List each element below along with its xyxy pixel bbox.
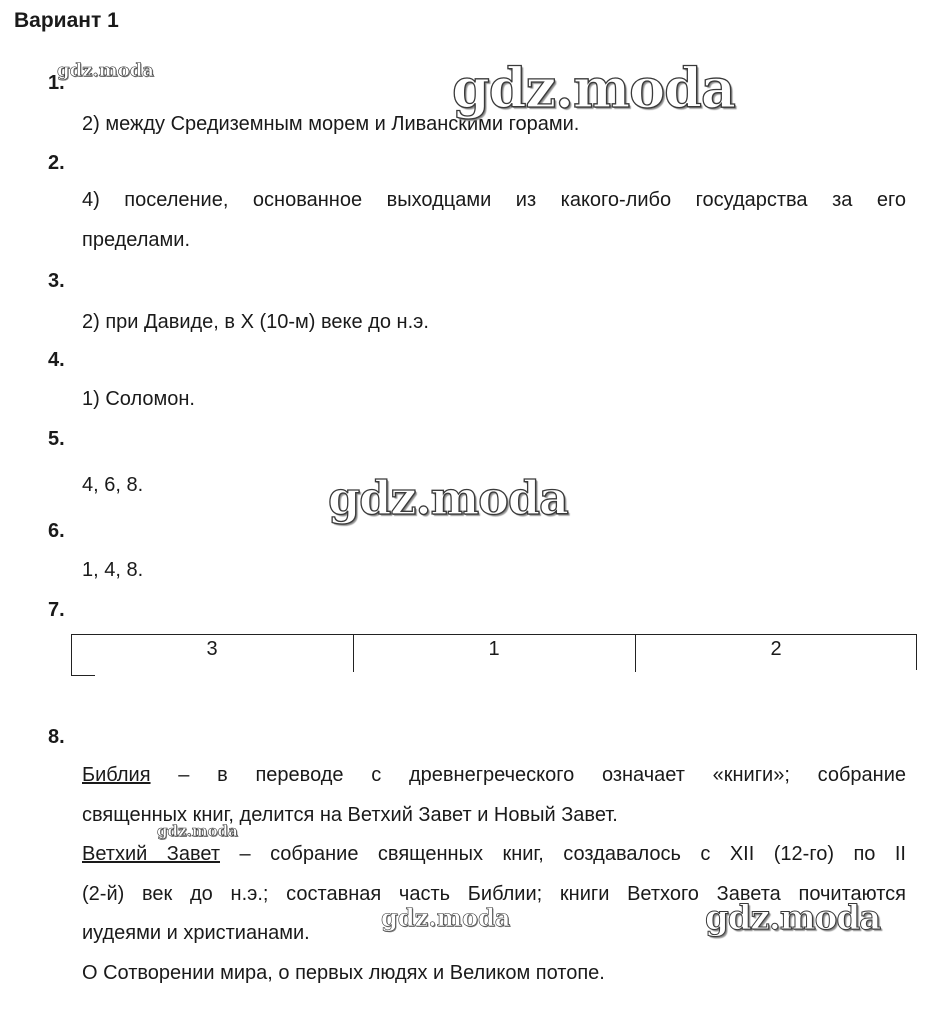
watermark-logo: gdz.moda [381,903,511,932]
answer-2-line-1: 4) поселение, основанное выходцами из какого-либо государства за его [82,189,906,211]
table-cell-3: 2 [770,638,782,660]
old-testament-line-3: иудеями и христианами. [82,922,310,944]
bible-definition-text: – в переводе с древнегреческого означает «книги»; собрание [150,764,906,786]
watermark-logo: gdz.moda [157,822,238,840]
watermark-logo: gdz.moda [452,56,735,120]
question-number-8: 8. [48,726,65,748]
watermark-logo: gdz.moda [328,471,568,525]
question-number-2: 2. [48,152,65,174]
answer-5: 4, 6, 8. [82,474,144,496]
answer-4: 1) Соломон. [82,388,195,410]
old-testament-line-2: (2-й) век до н.э.; составная часть Библии; книги Ветхого Завета почитаются [82,882,906,905]
bible-definition-line-1 [82,756,906,796]
final-answer: О Сотворении мира, о первых людях и Великом потопе. [82,961,605,984]
question-number-4: 4. [48,349,65,371]
table-top-border [71,634,917,635]
watermark-logo: gdz.moda [705,898,881,938]
answer-8 [82,756,906,993]
table-cell-2: 1 [488,638,500,660]
table-cell-1: 3 [206,638,218,660]
bible-definition-line-2: священных книг, делится на Ветхий Завет и Новый Завет. [82,803,618,826]
answer-7-table [71,634,917,676]
answer-3: 2) при Давиде, в X (10-м) веке до н.э. [82,311,429,333]
answer-6: 1, 4, 8. [82,559,144,581]
question-number-7: 7. [48,599,65,621]
question-number-3: 3. [48,270,65,292]
question-number-1: 1. [48,72,65,94]
bible-term: Библия [82,764,151,786]
question-number-5: 5. [48,428,65,450]
old-testament-line-1 [82,835,906,875]
table-bottom-stub [71,675,95,676]
watermark-logo: gdz.moda [57,60,154,81]
answer-2 [82,181,906,260]
question-number-6: 6. [48,520,65,542]
answer-2-line-2: пределами. [82,228,191,251]
old-testament-term: Ветхий Завет [82,843,220,865]
old-testament-text: – собрание священных книг, создавалось с XII (12-го) по II [220,843,906,865]
answer-1: 2) между Средиземным морем и Ливанскими горами. [82,113,580,135]
page-title: Вариант 1 [14,9,119,32]
